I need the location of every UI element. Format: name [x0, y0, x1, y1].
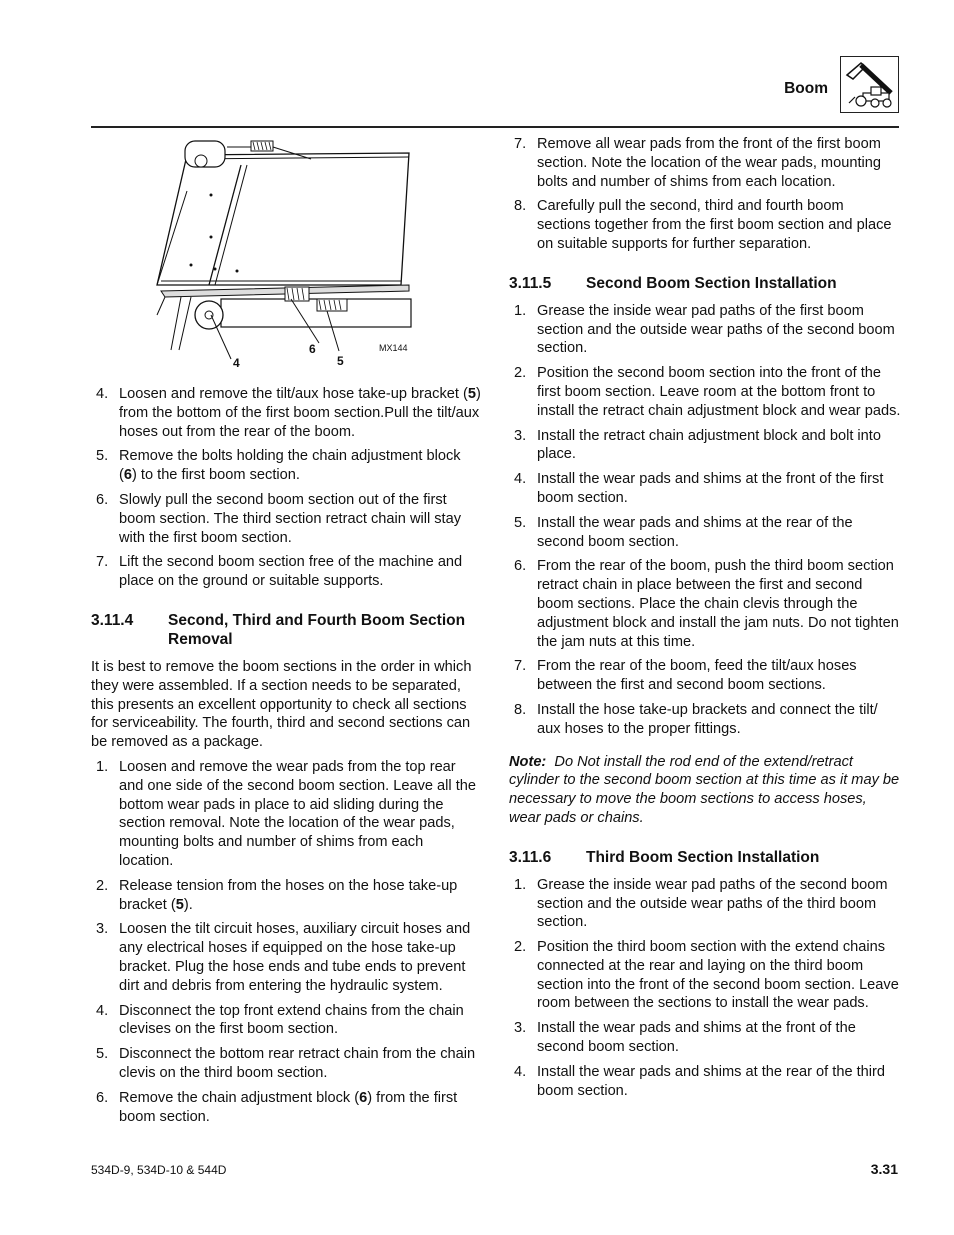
boom-machine-icon — [840, 56, 899, 113]
list-item: 5. Disconnect the bottom rear retract chain from the chain clevis on the third boom section. — [96, 1046, 476, 1081]
list-item: 4. Install the wear pads and shims at the front of the first boom section. — [514, 471, 884, 506]
list-item: 1. Grease the inside wear pad paths of the second boom section and the outside wear paths of the third boom section. — [514, 876, 888, 931]
boom-section-figure — [151, 135, 431, 375]
section-heading-3-11-6: 3.11.6 Third Boom Section Installation — [509, 848, 820, 866]
list-item: 1. Grease the inside wear pad paths of the first boom section and the outside wear paths of the second boom section. — [514, 302, 895, 357]
second-boom-installation-steps — [509, 302, 901, 739]
list-item: 4. Install the wear pads and shims at the rear of the third boom section. — [514, 1063, 886, 1099]
left-column — [91, 135, 481, 1132]
list-item: 6. Remove the chain adjustment block (6) from the first boom section. — [96, 1089, 458, 1125]
list-item: 4. Loosen and remove the tilt/aux hose take-up bracket (5) from the bottom of the first boom section.Pull the tilt/aux hoses out from the rear of the boom. — [96, 386, 481, 440]
list-item: 7. From the rear of the boom, feed the tilt/aux hoses between the first and second boom sections. — [514, 658, 857, 694]
note-paragraph: Note: Do Not install the rod end of the extend/retract cylinder to the second boom section at this time as it may be necessary to move the boom sections to access hoses, wear pads or chains. — [509, 753, 900, 826]
page-number: 3.31 — [870, 1161, 898, 1177]
callout-4: 4 — [233, 356, 240, 370]
list-item: 3. Install the wear pads and shims at the front of the second boom section. — [514, 1020, 856, 1056]
list-item: 7. Remove all wear pads from the front of the first boom section. Note the location of the wear pads, mounting bolts and number of shims from each location. — [514, 136, 881, 190]
removal-steps-continued — [91, 385, 481, 591]
list-item: 2. Position the third boom section with the extend chains connected at the rear and laying on the third boom section into the front of the second boom section. Leave room between the sections to install the wear pads. — [514, 939, 899, 1012]
list-item: 8. Install the hose take-up brackets and connect the tilt/ aux hoses to the proper fittings. — [514, 701, 878, 737]
removal-steps — [91, 758, 481, 1126]
list-item: 2. Position the second boom section into the front of the first boom section. Leave room at the bottom front to install the retract chain adjustment block and wear pads. — [514, 365, 901, 419]
list-item: 6. Slowly pull the second boom section out of the first boom section. The third section retract chain will stay with the first boom section. — [96, 491, 462, 546]
callout-5: 5 — [337, 354, 344, 368]
list-item: 4. Disconnect the top front extend chains from the chain clevises on the first boom section. — [96, 1002, 464, 1038]
list-item: 1. Loosen and remove the wear pads from the top rear and one side of the second boom section. Leave all the bottom wear pads in place to aid sliding during the section removal. Note the location of the wear pads, mounting bolts and number of shims from each location. — [96, 758, 476, 869]
figure-code: MX144 — [379, 343, 408, 353]
list-item: 3. Loosen the tilt circuit hoses, auxiliary circuit hoses and any electrical hoses if equipped on the hose take-up bracket. Plug the hose ends and tube ends to prevent dirt and debris from entering the hydraulic system. — [96, 921, 471, 994]
list-item: 6. From the rear of the boom, push the third boom section retract chain in place between the first and second boom sections. Place the chain clevis through the adjustment block and install the jam nuts. Do not tighten the jam nuts at this time. — [514, 558, 899, 650]
header-rule — [91, 126, 899, 128]
list-item: 7. Lift the second boom section free of the machine and place on the ground or suitable supports. — [96, 554, 463, 590]
page-header-title: Boom — [784, 80, 828, 97]
section-heading-3-11-4: 3.11.4 Second, Third and Fourth Boom Section Removal — [91, 611, 466, 648]
section-heading-3-11-5: 3.11.5 Second Boom Section Installation — [509, 274, 837, 292]
section-intro: It is best to remove the boom sections in the order in which they were assembled. If a section needs to be separated, this presents an excellent opportunity to check all sections for serviceability. The fourth, third and second sections can be removed as a package. — [91, 658, 472, 751]
list-item: 5. Install the wear pads and shims at the rear of the second boom section. — [514, 514, 853, 550]
list-item: 8. Carefully pull the second, third and fourth boom sections together from the first boom section and place on suitable supports for further separation. — [514, 198, 892, 252]
list-item: 2. Release tension from the hoses on the hose take-up bracket (5). — [96, 877, 458, 913]
third-boom-installation-steps — [509, 876, 901, 1101]
list-item: 5. Remove the bolts holding the chain adjustment block (6) to the first boom section. — [96, 448, 461, 484]
footer-model-numbers: 534D-9, 534D-10 & 544D — [91, 1163, 227, 1177]
list-item: 3. Install the retract chain adjustment block and bolt into place. — [514, 427, 881, 463]
callout-6: 6 — [309, 342, 316, 356]
removal-steps-final — [509, 135, 901, 254]
right-column — [509, 135, 901, 1106]
